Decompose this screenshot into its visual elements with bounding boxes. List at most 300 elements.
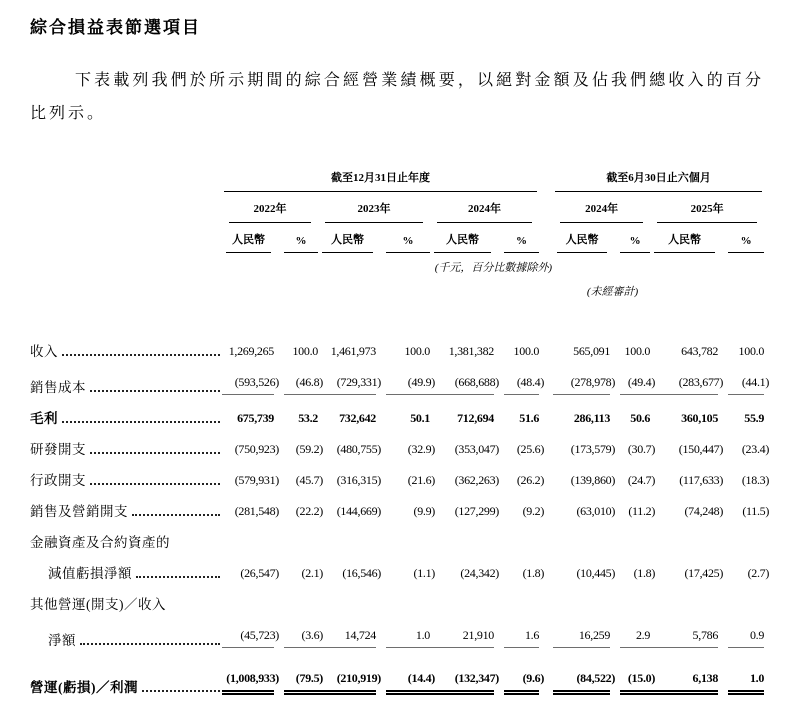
value-cell	[494, 335, 539, 366]
value-text: (283,677)	[678, 375, 724, 389]
value-text: (362,263)	[454, 473, 499, 487]
value-cell	[318, 366, 381, 402]
value-cell	[318, 464, 381, 495]
value-text: (144,669)	[336, 504, 381, 518]
row-label-cell	[30, 433, 222, 464]
value-cell	[553, 495, 616, 526]
dot-leader	[90, 483, 220, 485]
period-group-annual-label: 截至12月31日止年度	[224, 166, 537, 192]
value-cell	[650, 433, 724, 464]
value-text: (44.1)	[741, 375, 770, 389]
row-label-cell	[30, 557, 222, 588]
value-text: 100.0	[404, 344, 430, 358]
income-statement-table	[30, 166, 770, 702]
currency-cell	[318, 223, 376, 253]
value-text: (750,923)	[234, 442, 279, 456]
value-text: 1,381,382	[448, 344, 494, 358]
value-cell	[274, 464, 323, 495]
currency-label: 人民幣	[322, 223, 373, 253]
empty-cell	[30, 223, 222, 253]
value-cell	[494, 464, 545, 495]
percent-cell	[274, 223, 318, 253]
value-cell	[222, 588, 274, 619]
value-cell	[650, 402, 718, 433]
empty-cell	[650, 275, 764, 335]
value-cell	[274, 433, 323, 464]
dot-leader	[136, 576, 220, 578]
value-text: 16,259	[578, 628, 611, 642]
percent-label: %	[386, 227, 430, 253]
dot-leader	[62, 354, 220, 356]
value-cell	[222, 655, 279, 702]
row-label-cell	[30, 495, 222, 526]
page-title: 綜合損益表節選項目	[30, 18, 201, 37]
column-gap	[539, 223, 553, 253]
dot-leader	[142, 690, 220, 692]
percent-label: %	[728, 227, 764, 253]
row-label: 營運(虧損)／利潤	[30, 680, 138, 695]
currency-cell	[222, 223, 274, 253]
value-cell	[494, 619, 539, 655]
dot-leader	[80, 643, 220, 645]
currency-label: 人民幣	[226, 223, 271, 253]
value-cell	[553, 619, 610, 655]
value-text: 55.9	[744, 411, 765, 425]
year-label: 2024年	[437, 192, 532, 223]
currency-label: 人民幣	[434, 223, 491, 253]
value-cell	[222, 335, 274, 366]
row-label: 減值虧損淨額	[48, 566, 132, 581]
percent-cell	[610, 223, 650, 253]
unit-note: (千元，百分比數據除外)	[434, 262, 553, 274]
value-text: (63,010)	[576, 504, 616, 518]
row-label-cell	[30, 335, 222, 366]
value-text: (49.4)	[627, 375, 656, 389]
value-text: 565,091	[573, 344, 611, 358]
row-label-cell	[30, 526, 222, 557]
value-text: 50.6	[630, 411, 651, 425]
value-text: (24,342)	[460, 566, 499, 580]
value-text: (729,331)	[336, 375, 381, 389]
value-text: (127,299)	[454, 504, 499, 518]
table-body	[30, 335, 770, 702]
value-cell	[553, 433, 616, 464]
table-row	[30, 588, 764, 619]
value-cell	[650, 495, 724, 526]
value-text: 5,786	[692, 628, 719, 642]
value-text: (1.8)	[522, 566, 545, 580]
value-cell	[274, 619, 323, 655]
value-cell	[430, 526, 494, 557]
table-row	[30, 366, 764, 402]
column-gap	[539, 402, 553, 433]
value-text: (49.9)	[407, 375, 435, 389]
row-label-cell	[30, 588, 222, 619]
value-text: (45,723)	[240, 628, 279, 642]
value-text: 1.6	[524, 628, 540, 642]
year-cell-2024	[430, 192, 539, 223]
dot-leader	[62, 421, 220, 423]
value-cell	[650, 335, 718, 366]
value-cell	[610, 464, 656, 495]
column-gap	[539, 166, 553, 192]
year-header-row	[30, 192, 764, 223]
value-cell	[430, 495, 499, 526]
value-text: 21,910	[462, 628, 494, 642]
value-cell	[318, 495, 381, 526]
value-cell	[222, 526, 274, 557]
value-text: (11.5)	[742, 504, 770, 518]
unaudited-note-cell	[553, 275, 650, 335]
value-cell	[610, 335, 650, 366]
dot-leader	[90, 390, 220, 392]
value-text: (2.1)	[301, 566, 323, 580]
year-label: 2025年	[657, 192, 757, 223]
value-text: 100.0	[624, 344, 651, 358]
value-cell	[274, 366, 323, 402]
table-row	[30, 655, 764, 702]
value-text: 286,113	[573, 411, 611, 425]
value-text: (281,548)	[234, 504, 279, 518]
value-cell	[376, 655, 435, 702]
row-label: 金融資產及合約資產的	[30, 535, 170, 550]
value-cell	[553, 557, 616, 588]
unit-note-row	[30, 253, 764, 275]
row-label-cell	[30, 402, 222, 433]
value-text: (24.7)	[627, 473, 656, 487]
value-cell	[494, 588, 539, 619]
value-text: (278,978)	[570, 375, 616, 389]
value-text: (79.5)	[295, 671, 323, 685]
value-cell	[650, 557, 724, 588]
table-row	[30, 526, 764, 557]
value-text: 51.6	[519, 411, 540, 425]
value-cell	[718, 402, 764, 433]
value-cell	[430, 366, 499, 402]
value-text: 0.9	[749, 628, 765, 642]
value-cell	[274, 588, 318, 619]
value-cell	[318, 655, 381, 702]
value-text: (46.8)	[295, 375, 323, 389]
value-text: 732,642	[339, 411, 376, 425]
value-text: (32.9)	[407, 442, 435, 456]
column-gap	[539, 526, 553, 557]
value-cell	[376, 495, 435, 526]
value-cell	[430, 464, 499, 495]
empty-cell	[30, 192, 222, 223]
dot-leader	[132, 514, 220, 516]
value-cell	[494, 655, 545, 702]
value-cell	[553, 464, 616, 495]
row-label: 行政開支	[30, 473, 86, 488]
column-gap	[539, 588, 553, 619]
value-text: (1,008,933)	[226, 671, 279, 685]
value-text: (17,425)	[684, 566, 724, 580]
value-cell	[430, 655, 499, 702]
column-gap	[539, 619, 553, 655]
currency-label: 人民幣	[654, 223, 715, 253]
value-text: (117,633)	[679, 473, 724, 487]
value-cell	[430, 619, 494, 655]
value-text: (74,248)	[684, 504, 724, 518]
period-group-annual-cell	[222, 166, 539, 192]
currency-cell	[553, 223, 610, 253]
value-text: 100.0	[738, 344, 765, 358]
percent-cell	[718, 223, 764, 253]
value-cell	[610, 495, 656, 526]
value-text: 14,724	[344, 628, 376, 642]
empty-cell	[30, 166, 222, 192]
value-cell	[610, 588, 650, 619]
value-text: 1,461,973	[330, 344, 376, 358]
value-cell	[430, 588, 494, 619]
value-cell	[376, 366, 435, 402]
unaudited-note: (未經審計)	[586, 286, 639, 298]
value-cell	[494, 366, 545, 402]
value-cell	[222, 433, 279, 464]
table-row	[30, 433, 764, 464]
unit-note-cell	[222, 253, 553, 275]
value-text: (210,919)	[336, 671, 381, 685]
value-cell	[718, 557, 770, 588]
value-cell	[650, 464, 724, 495]
row-label: 淨額	[48, 633, 76, 648]
value-text: (480,755)	[336, 442, 381, 456]
value-cell	[718, 335, 764, 366]
value-cell	[494, 433, 545, 464]
value-cell	[318, 557, 381, 588]
value-cell	[274, 335, 318, 366]
unaudited-note-row	[30, 275, 764, 335]
value-cell	[553, 655, 616, 702]
empty-cell	[30, 253, 222, 275]
value-cell	[376, 402, 430, 433]
value-cell	[376, 335, 430, 366]
value-text: (26.2)	[516, 473, 545, 487]
value-text: (9.9)	[413, 504, 435, 518]
value-cell	[610, 366, 656, 402]
value-cell	[553, 335, 610, 366]
period-group-interim-label: 截至6月30日止六個月	[555, 166, 762, 192]
value-cell	[494, 402, 539, 433]
value-cell	[274, 402, 318, 433]
value-cell	[318, 335, 376, 366]
value-cell	[718, 366, 770, 402]
currency-label: 人民幣	[557, 223, 607, 253]
year-cell-2023	[318, 192, 430, 223]
value-cell	[494, 557, 545, 588]
table-row	[30, 495, 764, 526]
empty-cell	[30, 275, 222, 335]
percent-label: %	[284, 227, 318, 253]
value-cell	[430, 433, 499, 464]
value-cell	[318, 402, 376, 433]
empty-cell	[222, 275, 539, 335]
value-text: (21.6)	[407, 473, 435, 487]
value-cell	[274, 557, 323, 588]
value-text: (45.7)	[295, 473, 323, 487]
value-text: (593,526)	[234, 375, 279, 389]
empty-cell	[553, 253, 764, 275]
value-cell	[650, 588, 718, 619]
value-cell	[553, 366, 616, 402]
value-cell	[376, 557, 435, 588]
value-text: (11.2)	[628, 504, 656, 518]
row-label: 研發開支	[30, 442, 86, 457]
value-cell	[222, 495, 279, 526]
table-row	[30, 619, 764, 655]
year-cell-2022	[222, 192, 318, 223]
value-cell	[610, 402, 650, 433]
value-text: (26,547)	[240, 566, 279, 580]
row-label: 銷售及營銷開支	[30, 504, 128, 519]
value-cell	[553, 588, 610, 619]
value-text: 100.0	[513, 344, 540, 358]
value-cell	[650, 366, 724, 402]
value-text: 100.0	[292, 344, 318, 358]
percent-label: %	[620, 227, 650, 253]
value-text: 1.0	[749, 671, 765, 685]
value-cell	[318, 433, 381, 464]
value-text: (84,522)	[576, 671, 616, 685]
value-text: (353,047)	[454, 442, 499, 456]
value-cell	[430, 557, 499, 588]
row-label: 毛利	[30, 411, 58, 426]
value-cell	[376, 588, 430, 619]
value-text: (173,579)	[570, 442, 616, 456]
year-label: 2023年	[325, 192, 423, 223]
value-cell	[430, 335, 494, 366]
value-text: (9.2)	[522, 504, 545, 518]
value-cell	[274, 655, 323, 702]
currency-cell	[650, 223, 718, 253]
value-cell	[222, 464, 279, 495]
value-text: 2.9	[635, 628, 651, 642]
value-text: (150,447)	[678, 442, 724, 456]
value-text: (14.4)	[407, 671, 435, 685]
value-cell	[650, 526, 718, 557]
value-text: (668,688)	[454, 375, 499, 389]
value-cell	[650, 619, 718, 655]
period-header-row	[30, 166, 764, 192]
value-cell	[650, 655, 718, 702]
value-text: (23.4)	[741, 442, 770, 456]
value-cell	[610, 655, 656, 702]
value-text: (1.1)	[413, 566, 435, 580]
value-cell	[430, 402, 494, 433]
value-cell	[553, 402, 610, 433]
value-text: 1,269,265	[228, 344, 274, 358]
year-cell-2024-interim	[553, 192, 650, 223]
value-cell	[610, 557, 656, 588]
value-text: (16,546)	[342, 566, 381, 580]
value-cell	[718, 433, 770, 464]
value-text: 360,105	[681, 411, 719, 425]
percent-cell	[376, 223, 430, 253]
intro-paragraph: 下表載列我們於所示期間的綜合經營業績概要，以絕對金額及佔我們總收入的百分比列示。	[30, 72, 764, 122]
value-text: (9.6)	[522, 671, 545, 685]
year-label: 2024年	[560, 192, 643, 223]
period-group-interim-cell	[553, 166, 764, 192]
value-text: 50.1	[410, 411, 430, 425]
percent-label: %	[504, 227, 539, 253]
value-text: 643,782	[681, 344, 719, 358]
value-cell	[274, 495, 323, 526]
value-text: (25.6)	[516, 442, 545, 456]
table-row	[30, 402, 764, 433]
currency-cell	[430, 223, 494, 253]
percent-cell	[494, 223, 539, 253]
value-cell	[718, 495, 770, 526]
row-label-cell	[30, 366, 222, 402]
dot-leader	[90, 452, 220, 454]
value-cell	[222, 402, 274, 433]
value-cell	[610, 433, 656, 464]
year-cell-2025-interim	[650, 192, 764, 223]
value-cell	[494, 526, 539, 557]
value-cell	[376, 526, 430, 557]
value-text: (30.7)	[627, 442, 656, 456]
value-cell	[610, 619, 650, 655]
value-text: (2.7)	[747, 566, 770, 580]
value-cell	[318, 526, 376, 557]
row-label-cell	[30, 655, 222, 702]
column-gap	[539, 192, 553, 223]
value-text: (15.0)	[627, 671, 656, 685]
value-cell	[718, 464, 770, 495]
value-text: (1.8)	[633, 566, 656, 580]
row-label: 收入	[30, 344, 58, 359]
value-cell	[222, 557, 279, 588]
value-cell	[376, 433, 435, 464]
value-text: (139,860)	[570, 473, 616, 487]
value-text: 712,694	[457, 411, 494, 425]
value-cell	[222, 619, 279, 655]
value-cell	[274, 526, 318, 557]
value-text: 6,138	[692, 671, 719, 685]
value-cell	[376, 619, 430, 655]
row-label-cell	[30, 464, 222, 495]
column-gap	[539, 275, 553, 335]
value-text: (10,445)	[576, 566, 616, 580]
value-cell	[718, 655, 764, 702]
value-text: (59.2)	[295, 442, 323, 456]
column-gap	[539, 335, 553, 366]
value-cell	[610, 526, 650, 557]
value-text: (48.4)	[516, 375, 545, 389]
value-text: (579,931)	[234, 473, 279, 487]
row-label: 其他營運(開支)／收入	[30, 597, 166, 612]
row-label: 銷售成本	[30, 380, 86, 395]
value-cell	[318, 619, 376, 655]
value-cell	[494, 495, 545, 526]
table-row	[30, 557, 764, 588]
year-label: 2022年	[229, 192, 311, 223]
value-cell	[718, 526, 764, 557]
value-text: (18.3)	[741, 473, 770, 487]
value-cell	[718, 588, 764, 619]
value-text: (3.6)	[301, 628, 323, 642]
value-text: 53.2	[298, 411, 318, 425]
value-text: 1.0	[415, 628, 430, 642]
row-label-cell	[30, 619, 222, 655]
value-cell	[376, 464, 435, 495]
value-text: (22.2)	[295, 504, 323, 518]
value-cell	[718, 619, 764, 655]
currency-header-row	[30, 223, 764, 253]
value-cell	[318, 588, 376, 619]
value-text: (316,315)	[336, 473, 381, 487]
